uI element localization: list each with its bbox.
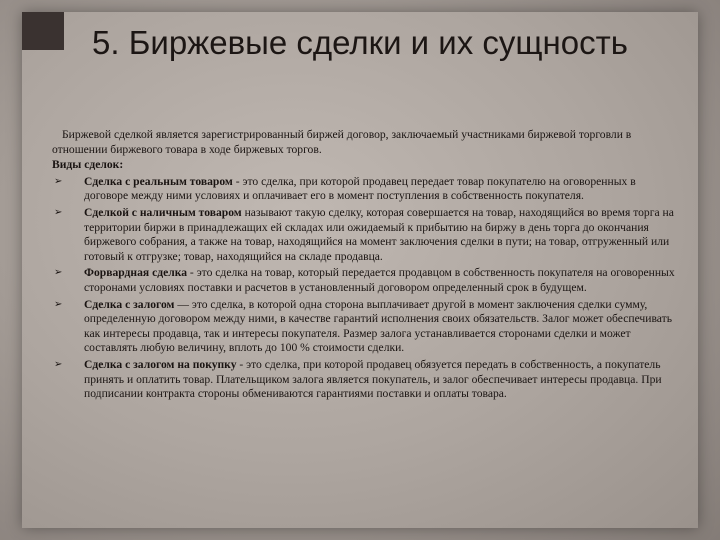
item-term: Сделка с залогом [84,297,175,311]
list-item [52,358,676,402]
arrow-bullet-icon: ➢ [54,267,63,279]
list-item [52,298,676,356]
slide-body [52,128,676,402]
item-text: называют такую сделку, которая совершается на товар, находящийся во время торга на территории биржи в принадлежащих ей складах или ожидаемый к прибытию на биржу в день торга до окончания биржевого собрания, а также на товар, находящийся на момент заключения сделки в пути; на товар, отгруженный или готовый к отгрузке; товар, находящийся на складе продавца. [84,205,674,263]
intro-paragraph: Биржевой сделкой является зарегистрированный биржей договор, заключаемый участниками биржевой торговли в отношении биржевого товара в ходе биржевых торгов. [52,128,632,156]
list-item [52,175,676,204]
item-term: Форвардная сделка [84,266,188,280]
types-heading: Виды сделок: [52,158,124,172]
item-text: - это сделка, при которой продавец передает товар покупателю на оговоренных в договоре между ними условиях и оплачивает его в момент поступления в собственность покупателя. [84,174,636,203]
item-term: Сделка с реальным товаром [84,174,233,188]
arrow-bullet-icon: ➢ [54,298,63,310]
arrow-bullet-icon: ➢ [54,206,63,218]
item-text: - это сделка на товар, который передается продавцом в собственность покупателя на оговоренных сторонами условиях поставки и расчетов в установленный договором определенный срок в будущем. [84,266,675,294]
list-item [52,266,676,295]
item-text: - это сделка, при которой продавец обязуется передать в собственность, а покупатель принять и оплатить товар. Плательщиком залога является покупатель, и залог обеспечивает интересы продавца. При подписании контракта стороны обмениваются гарантиями поставки и оплаты товара. [84,357,662,401]
arrow-bullet-icon: ➢ [54,175,63,187]
list-item [52,206,676,264]
item-term: Сделка с залогом на покупку [84,357,237,371]
item-term: Сделкой с наличным товаром [84,205,242,219]
slide-title: 5. Биржевые сделки и их сущность [92,24,628,61]
arrow-bullet-icon: ➢ [54,358,63,370]
item-text: — это сделка, в которой одна сторона выплачивает другой в момент заключения сделки сумму, определенную договором между ними, в качестве гарантий исполнения своих обязательств. Залог может обеспечивать как интересы продавца, так и интересы покупателя. Размер залога устанавливается сторонами сделки и может составлять любую величину, вплоть до 100 % стоимости сделки. [84,297,672,355]
corner-accent [22,12,64,50]
